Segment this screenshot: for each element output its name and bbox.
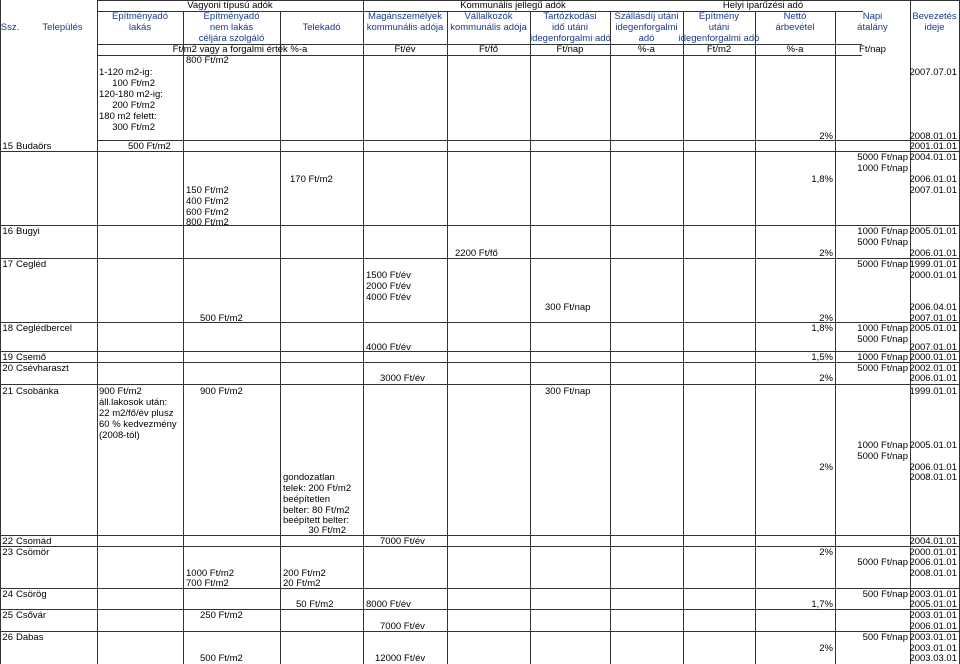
col-epitmeny-lakas-header-2: lakás <box>128 22 152 33</box>
cell: 30 Ft/m2 <box>308 525 346 536</box>
date-cell: 2005.01.01 <box>909 440 957 451</box>
cell: 170 Ft/m2 <box>290 174 333 185</box>
rule <box>363 0 364 664</box>
rule <box>280 11 281 664</box>
cell: 60 % kedvezmény <box>99 419 177 430</box>
rule <box>0 588 960 589</box>
cell: 1-120 m2-ig: <box>99 67 153 78</box>
date-cell: 2005.01.01 <box>909 226 957 237</box>
cell: 700 Ft/m2 <box>186 578 229 589</box>
date-cell: 2006.01.01 <box>909 373 957 384</box>
cell: 2% <box>819 131 833 142</box>
cell: 200 Ft/m2 <box>112 100 155 111</box>
date-cell: 2007.01.01 <box>909 185 957 196</box>
cell: 5000 Ft/nap <box>857 363 908 374</box>
cell: 500 Ft/m2 <box>200 653 243 664</box>
rule <box>755 11 756 664</box>
cell: 22 m2/fő/év plusz <box>99 408 174 419</box>
cell: 1,8% <box>811 323 833 334</box>
cell: 300 Ft/m2 <box>112 122 155 133</box>
date-cell: 1999.01.01 <box>909 386 957 397</box>
cell: 2% <box>819 248 833 259</box>
col-netto-header-1: Nettó <box>783 11 807 22</box>
row-settlement: Csomád <box>16 536 52 547</box>
col-epitmeny-lakas-header-1: Építményadó <box>112 11 168 22</box>
cell: áll.lakosok után: <box>99 397 168 408</box>
row-settlement: Csobánka <box>16 386 59 397</box>
cell: 2200 Ft/fő <box>455 248 498 259</box>
date-cell: 2008.01.01 <box>909 568 957 579</box>
cell: 400 Ft/m2 <box>186 196 229 207</box>
cell: 500 Ft/nap <box>862 589 908 600</box>
cell: 2% <box>819 373 833 384</box>
col-napi-header-2: átalány <box>857 22 888 33</box>
cell: 1000 Ft/nap <box>857 440 908 451</box>
rule <box>0 384 960 385</box>
cell: 120-180 m2-ig: <box>99 89 163 100</box>
date-cell: 2003.01.01 <box>909 632 957 643</box>
row-settlement: Budaörs <box>16 141 52 152</box>
cell: 300 Ft/nap <box>545 386 591 397</box>
cell: 1000 Ft/m2 <box>186 568 235 579</box>
cell: 2% <box>819 547 833 558</box>
cell: 2% <box>819 643 833 654</box>
cell: 7000 Ft/év <box>380 536 425 547</box>
col-szallasdij-header-3: adó <box>638 33 655 44</box>
cell: 1000 Ft/nap <box>857 226 908 237</box>
cell: 20 Ft/m2 <box>283 578 321 589</box>
cell: telek: 200 Ft/m2 <box>283 483 352 494</box>
row-settlement: Cegléd <box>16 259 47 270</box>
unit-maganszemelyek: Ft/év <box>394 44 416 55</box>
cell: 1,5% <box>811 352 833 363</box>
cell: 1500 Ft/év <box>366 270 411 281</box>
date-cell: 2004.01.01 <box>909 152 957 163</box>
group-kommunalis-label: Kommunális jellegű adók <box>460 0 566 11</box>
date-cell: 2006.01.01 <box>909 174 957 185</box>
cell: 1000 Ft/nap <box>857 163 908 174</box>
unit-epitmeny-utani: Ft/m2 <box>706 44 732 55</box>
cell: beépítetlen <box>283 494 331 505</box>
date-cell: 2003.03.01 <box>909 653 957 664</box>
cell: 900 Ft/m2 <box>200 386 243 397</box>
row-settlement: Csővár <box>16 610 47 621</box>
rule <box>0 225 960 226</box>
row-settlement: Csömör <box>16 547 50 558</box>
cell: 900 Ft/m2 <box>99 386 142 397</box>
row-settlement: Bugyi <box>16 226 40 237</box>
col-telepules-header: Település <box>42 22 83 33</box>
cell: 5000 Ft/nap <box>857 334 908 345</box>
cell: 3000 Ft/év <box>380 373 425 384</box>
date-cell: 1999.01.01 <box>909 259 957 270</box>
cell: 5000 Ft/nap <box>857 259 908 270</box>
date-cell: 2000.01.01 <box>909 270 957 281</box>
row-number: 18 <box>2 323 13 334</box>
cell: 200 Ft/m2 <box>283 568 326 579</box>
group-vagyoni-label: Vagyoni típusú adók <box>187 0 273 11</box>
cell: 2000 Ft/év <box>366 281 411 292</box>
cell: belter: 80 Ft/m2 <box>283 505 350 516</box>
rule <box>530 11 531 664</box>
cell: 4000 Ft/év <box>366 342 411 353</box>
col-szallasdij-header-1: Szállásdíj utáni <box>614 11 679 22</box>
unit-szallasdij: %-a <box>638 44 655 55</box>
row-number: 26 <box>2 632 13 643</box>
col-epitmeny-nemlakas-header-1: Építményadó <box>203 11 260 22</box>
cell: 250 Ft/m2 <box>200 610 243 621</box>
row-number: 16 <box>2 226 13 237</box>
date-cell: 2005.01.01 <box>909 323 957 334</box>
cell: 4000 Ft/év <box>366 292 411 303</box>
cell: 150 Ft/m2 <box>186 185 229 196</box>
date-cell: 2006.04.01 <box>909 302 957 313</box>
unit-epitmeny: Ft/m2 vagy a forgalmi érték %-a <box>172 44 308 55</box>
col-vallalkozok-header-1: Vállalkozók <box>464 11 513 22</box>
date-cell: 2006.01.01 <box>909 557 957 568</box>
date-cell: 2004.01.01 <box>909 536 957 547</box>
cell: 12000 Ft/év <box>375 653 426 664</box>
date-cell: 2000.01.01 <box>909 352 957 363</box>
cell: 800 Ft/m2 <box>186 55 229 66</box>
cell: 500 Ft/m2 <box>128 141 171 152</box>
col-szallasdij-header-2: idegenforgalmi <box>615 22 678 33</box>
date-cell: 2007.01.01 <box>909 342 957 353</box>
cell: 5000 Ft/nap <box>857 237 908 248</box>
row-number: 22 <box>2 536 13 547</box>
row-settlement: Csemő <box>16 352 47 363</box>
date-cell: 2007.01.01 <box>909 313 957 324</box>
rule <box>610 11 611 664</box>
unit-tartozkodasi: Ft/nap <box>556 44 584 55</box>
col-maganszemelyek-header-2: kommunális adója <box>366 22 444 33</box>
rule <box>447 11 448 664</box>
date-cell: 2002.01.01 <box>909 363 957 374</box>
col-telekado-header: Telekadó <box>302 22 341 33</box>
date-cell: 2008.01.01 <box>909 472 957 483</box>
col-epitmeny-utani-header-3: idegenforgalmi adó <box>678 33 760 44</box>
row-number: 23 <box>2 547 13 558</box>
date-cell: 2005.01.01 <box>909 599 957 610</box>
cell: 5000 Ft/nap <box>857 451 908 462</box>
group-iparuzesi-label: Helyi iparűzési adó <box>722 0 804 11</box>
cell: 8000 Ft/év <box>366 599 411 610</box>
row-settlement: Dabas <box>16 632 44 643</box>
cell: 2% <box>819 313 833 324</box>
row-number: 20 <box>2 363 13 374</box>
col-napi-header-1: Napi <box>862 11 883 22</box>
col-ssz-header: Ssz. <box>0 22 20 33</box>
unit-vallalkozok: Ft/fő <box>478 44 498 55</box>
row-number: 21 <box>2 386 13 397</box>
date-cell: 2003.01.01 <box>909 589 957 600</box>
row-settlement: Csévharaszt <box>16 363 69 374</box>
col-epitmeny-utani-header-2: utáni <box>708 22 730 33</box>
row-number: 15 <box>2 141 13 152</box>
date-cell: 2006.01.01 <box>909 248 957 259</box>
cell: 1000 Ft/nap <box>857 352 908 363</box>
unit-netto: %-a <box>786 44 804 55</box>
cell: 1,7% <box>811 599 833 610</box>
col-epitmeny-nemlakas-header-3: céljára szolgáló <box>198 33 265 44</box>
row-settlement: Ceglédbercel <box>16 323 72 334</box>
cell: 600 Ft/m2 <box>186 207 229 218</box>
col-epitmeny-utani-header-1: Építmény <box>698 11 740 22</box>
cell: beépített belter: <box>283 515 350 526</box>
rule <box>183 11 184 664</box>
cell: 300 Ft/nap <box>545 302 591 313</box>
date-cell: 2001.01.01 <box>909 141 957 152</box>
cell: 5000 Ft/nap <box>857 152 908 163</box>
col-tartozkodasi-header-2: idő utáni <box>552 22 588 33</box>
date-cell: 2006.01.01 <box>909 621 957 632</box>
cell: 50 Ft/m2 <box>296 599 334 610</box>
unit-napi: Ft/nap <box>859 44 886 55</box>
cell: 500 Ft/m2 <box>200 313 243 324</box>
col-netto-header-2: árbevétel <box>775 22 815 33</box>
date-cell: 2003.01.01 <box>909 610 957 621</box>
rule <box>0 631 960 632</box>
row-number: 19 <box>2 352 13 363</box>
date-cell: 2008.01.01 <box>909 131 957 142</box>
row-number: 24 <box>2 589 13 600</box>
date-cell: 2006.01.01 <box>909 462 957 473</box>
row-number: 17 <box>2 259 13 270</box>
col-maganszemelyek-header-1: Magánszemélyek <box>368 11 442 22</box>
cell: 500 Ft/nap <box>862 632 908 643</box>
cell: 1000 Ft/nap <box>857 323 908 334</box>
col-bevezetes-header-1: Bevezetés <box>912 11 957 22</box>
col-bevezetes-header-2: ideje <box>924 22 945 33</box>
date-cell: 2007.07.01 <box>909 67 957 78</box>
col-tartozkodasi-header-1: Tartózkodási <box>543 11 597 22</box>
cell: 5000 Ft/nap <box>857 557 908 568</box>
col-epitmeny-nemlakas-header-2: nem lakás <box>209 22 254 33</box>
cell: 180 m2 felett: <box>99 111 157 122</box>
cell: 1,8% <box>811 174 833 185</box>
cell: 100 Ft/m2 <box>112 78 155 89</box>
col-tartozkodasi-header-3: idegenforgalmi adó <box>530 33 611 44</box>
rule <box>683 11 684 664</box>
cell: 800 Ft/m2 <box>186 217 229 228</box>
col-vallalkozok-header-2: kommunális adója <box>450 22 527 33</box>
row-settlement: Csörög <box>16 589 47 600</box>
rule <box>0 535 960 536</box>
date-cell: 2000.01.01 <box>909 547 957 558</box>
cell: 2% <box>819 462 833 473</box>
cell: (2008-tól) <box>99 430 140 441</box>
date-cell: 2003.01.01 <box>909 643 957 654</box>
cell: gondozatlan <box>283 472 335 483</box>
row-number: 25 <box>2 610 13 621</box>
cell: 7000 Ft/év <box>380 621 425 632</box>
